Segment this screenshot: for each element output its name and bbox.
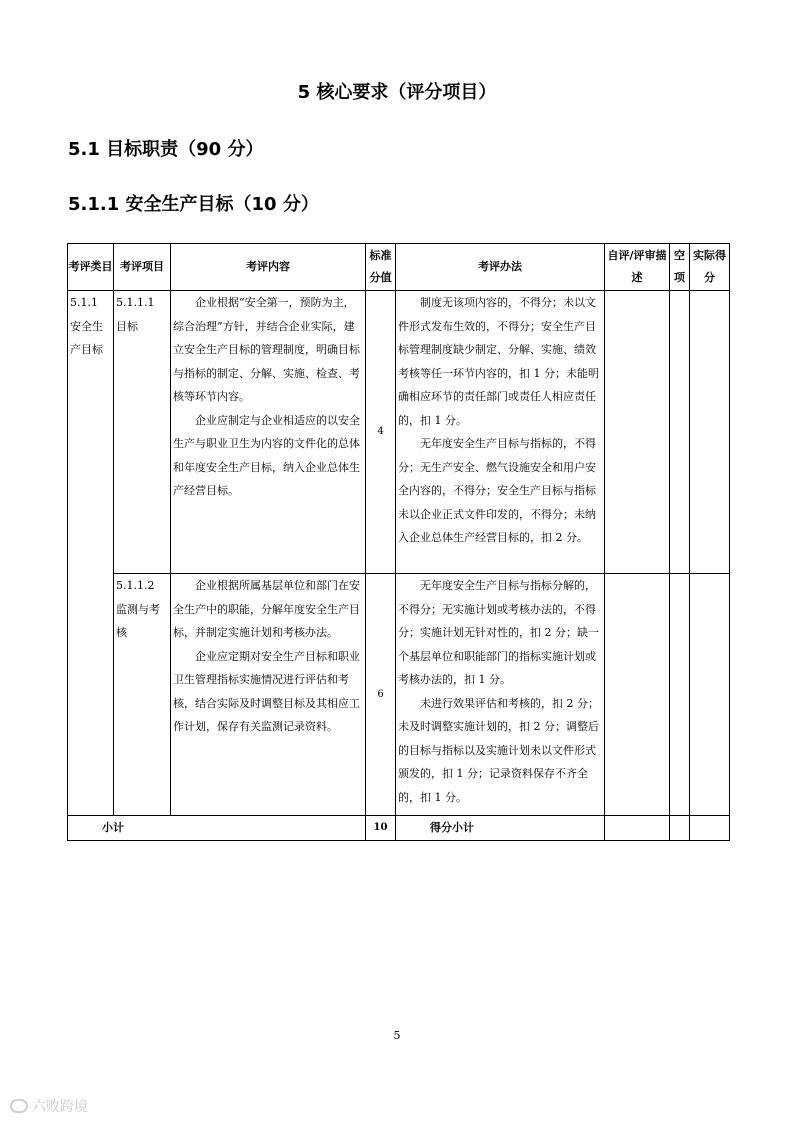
item-code: 5.1.1.2 bbox=[116, 579, 155, 592]
page-title: 5 核心要求（评分项目） bbox=[297, 82, 497, 103]
header-item: 考评项目 bbox=[114, 244, 171, 291]
content-paragraph: 企业应定期对安全生产目标和职业卫生管理指标实施情况进行评估和考核，结合实际及时调整目标及其相应工作计划，保存有关监测记录资料。 bbox=[173, 649, 360, 733]
content-cell bbox=[171, 291, 366, 574]
actual-score-cell[interactable] bbox=[690, 291, 730, 574]
standard-score-cell: 4 bbox=[366, 291, 396, 574]
evaluation-table bbox=[67, 243, 730, 841]
category-cell bbox=[68, 291, 114, 816]
table-row bbox=[68, 291, 730, 574]
score-subtotal-description[interactable] bbox=[605, 816, 670, 841]
page-number: 5 bbox=[393, 1029, 401, 1042]
blank-cell[interactable] bbox=[670, 574, 690, 816]
score-subtotal-blank[interactable] bbox=[670, 816, 690, 841]
method-paragraph: 无年度安全生产目标与指标的，不得分；无生产安全、燃气设施安全和用户安全内容的，不得分；安全生产目标与指标未以企业正式文件印发的，不得分；未纳入企业总体生产经营目标的，扣 2 分。 bbox=[398, 437, 596, 544]
item-cell bbox=[114, 574, 171, 816]
method-paragraph: 制度无该项内容的，不得分；未以文件形式发布生效的，不得分；安全生产目标管理制度缺少制定、分解、实施、绩效考核等任一环节内容的，扣 1 分；未能明确相应环节的责任部门或责任人相应责任的，扣 1 分。 bbox=[398, 296, 599, 427]
header-method: 考评办法 bbox=[396, 244, 605, 291]
method-paragraph: 未进行效果评估和考核的，扣 2 分；未及时调整实施计划的，扣 2 分；调整后的目标与指标以及实施计划未以文件形式颁发的，扣 1 分；记录资料保存不齐全的，扣 1 分。 bbox=[398, 696, 599, 804]
watermark bbox=[10, 1096, 88, 1116]
description-cell[interactable] bbox=[605, 291, 670, 574]
header-blank: 空项 bbox=[670, 244, 690, 291]
item-name: 目标 bbox=[116, 319, 138, 333]
subtotal-value: 10 bbox=[366, 816, 396, 841]
content-paragraph: 企业根据“安全第一，预防为主，综合治理”方针，并结合企业实际，建立安全生产目标的管理制度，明确目标与指标的制定、分解、实施、检查、考核等环节内容。 bbox=[173, 296, 360, 403]
header-actual-score: 实际得分 bbox=[690, 244, 730, 291]
category-code: 5.1.1 bbox=[70, 296, 98, 309]
header-standard-score: 标准分值 bbox=[366, 244, 396, 291]
subtotal-label: 小计 bbox=[68, 816, 366, 841]
standard-score-cell: 6 bbox=[366, 574, 396, 816]
content-paragraph: 企业应制定与企业相适应的以安全生产与职业卫生为内容的文件化的总体和年度安全生产目标，纳入企业总体生产经营目标。 bbox=[173, 413, 360, 497]
item-cell bbox=[114, 291, 171, 574]
blank-cell[interactable] bbox=[670, 291, 690, 574]
subsection-heading: 5.1.1 安全生产目标（10 分） bbox=[68, 194, 319, 215]
score-subtotal-value[interactable] bbox=[690, 816, 730, 841]
header-description: 自评/评审描述 bbox=[605, 244, 670, 291]
header-row bbox=[68, 244, 730, 291]
method-paragraph: 无年度安全生产目标与指标分解的，不得分；无实施计划或考核办法的，不得分；实施计划无针对性的，扣 2 分；缺一个基层单位和职能部门的指标实施计划或考核办法的，扣 1 分。 bbox=[398, 579, 599, 686]
content-paragraph: 企业根据所属基层单位和部门在安全生产中的职能，分解年度安全生产目标，并制定实施计划和考核办法。 bbox=[173, 579, 360, 639]
watermark-logo-icon bbox=[10, 1099, 28, 1113]
header-content: 考评内容 bbox=[171, 244, 366, 291]
section-heading: 5.1 目标职责（90 分） bbox=[68, 139, 264, 160]
method-cell bbox=[396, 574, 605, 816]
actual-score-cell[interactable] bbox=[690, 574, 730, 816]
header-category: 考评类目 bbox=[68, 244, 114, 291]
item-code: 5.1.1.1 bbox=[116, 296, 155, 309]
content-cell bbox=[171, 574, 366, 816]
subtotal-row bbox=[68, 816, 730, 841]
item-name: 监测与考核 bbox=[116, 602, 160, 639]
score-subtotal-label: 得分小计 bbox=[396, 816, 605, 841]
category-name: 安全生产目标 bbox=[70, 319, 103, 356]
method-cell bbox=[396, 291, 605, 574]
description-cell[interactable] bbox=[605, 574, 670, 816]
table-row bbox=[68, 574, 730, 816]
watermark-text: 六败跨境 bbox=[32, 1099, 88, 1115]
